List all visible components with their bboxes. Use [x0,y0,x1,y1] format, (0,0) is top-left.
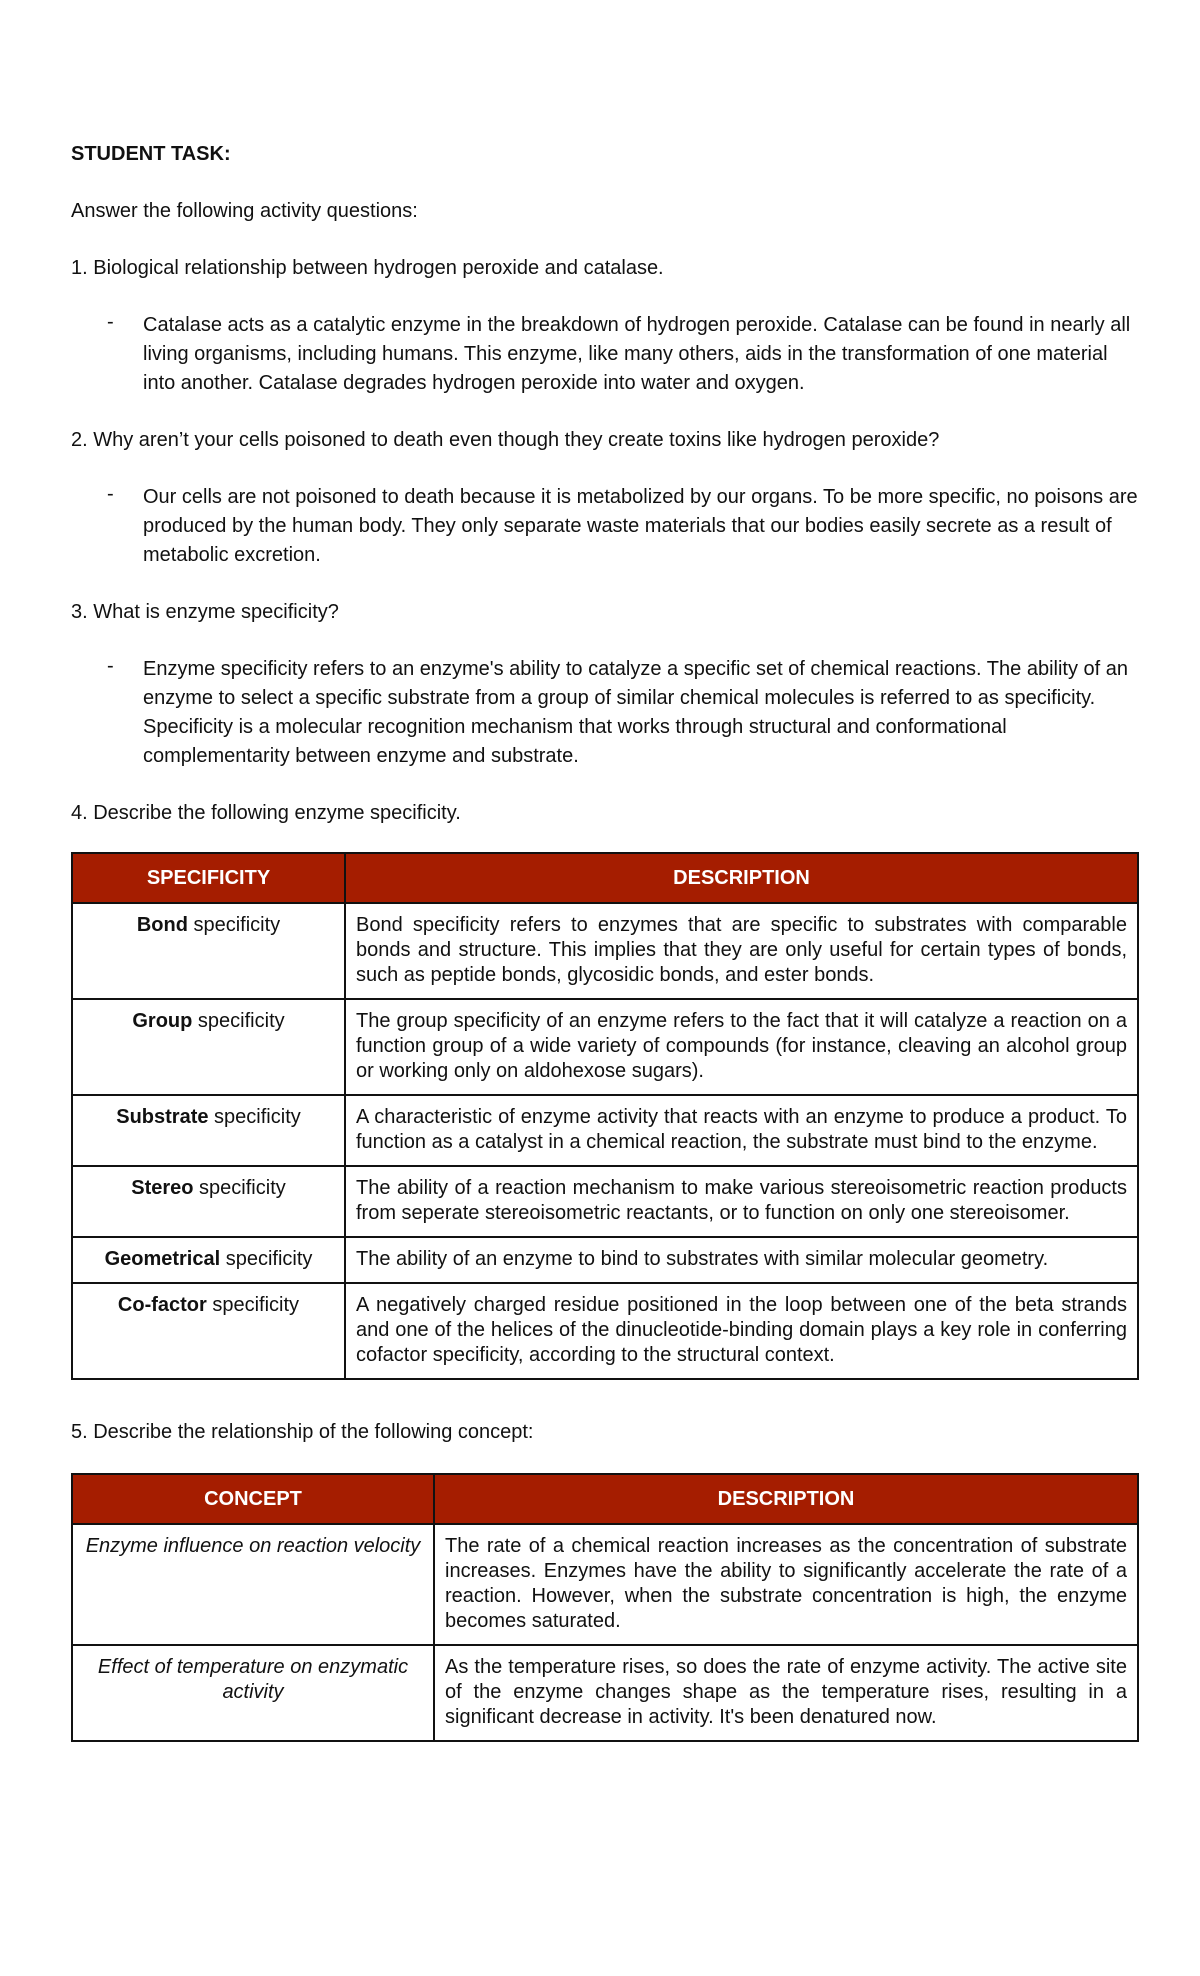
question-2: 2. Why aren’t your cells poisoned to death even though they create toxins like hydrogen peroxide? [71,429,940,451]
answer-2 [71,483,1139,570]
specificity-name [72,1095,345,1166]
heading: STUDENT TASK: [71,143,231,165]
table-row [72,1524,1138,1645]
specificity-suffix: specificity [220,1248,313,1270]
table-row [72,903,1138,999]
specificity-name [72,1166,345,1237]
question-1: 1. Biological relationship between hydrogen peroxide and catalase. [71,257,664,279]
concept-name: Enzyme influence on reaction velocity [72,1524,434,1645]
specificity-suffix: specificity [206,1294,300,1316]
document-page [71,140,1139,1780]
dash: - [107,655,114,677]
intro: Answer the following activity questions: [71,200,418,222]
specificity-type: Geometrical [104,1248,221,1270]
specificity-type: Bond [136,914,188,936]
question-5: 5. Describe the relationship of the following concept: [71,1421,534,1443]
specificity-suffix: specificity [193,1177,286,1199]
specificity-description: The ability of an enzyme to bind to substrates with similar molecular geometry. [345,1237,1138,1283]
dash: - [107,483,114,505]
table-row [72,1237,1138,1283]
answer-3 [71,655,1139,771]
column-header: SPECIFICITY [72,853,345,903]
concept-description: As the temperature rises, so does the rate of enzyme activity. The active site of the enzyme changes shape as the temperature rises, resulting in a significant decrease in activity. It's been denatured now. [434,1645,1138,1741]
table-row [72,1095,1138,1166]
concept-name: Effect of temperature on enzymatic activity [72,1645,434,1741]
specificity-name [72,1283,345,1379]
answer-text: Enzyme specificity refers to an enzyme's ability to catalyze a specific set of chemical reactions. The ability of an enzyme to select a specific substrate from a group of similar chemical molecules is referred to as specificity. Specificity is a molecular recognition mechanism that works through structural and conformational complementarity between enzyme and substrate. [143,658,1128,767]
question-3: 3. What is enzyme specificity? [71,601,339,623]
specificity-type: Co-factor [117,1294,207,1316]
dash: - [107,311,114,333]
concept-table [71,1473,1139,1742]
specificity-suffix: specificity [192,1010,285,1032]
question-4: 4. Describe the following enzyme specificity. [71,802,461,824]
answer-1 [71,311,1139,398]
specificity-name [72,999,345,1095]
specificity-name [72,1237,345,1283]
column-header: DESCRIPTION [434,1474,1138,1524]
specificity-suffix: specificity [208,1106,301,1128]
table-row [72,1283,1138,1379]
specificity-description: A negatively charged residue positioned in the loop between one of the beta strands and one of the helices of the dinucleotide-binding domain plays a key role in conferring cofactor specificity, according to the structural context. [345,1283,1138,1379]
specificity-description: Bond specificity refers to enzymes that are specific to substrates with comparable bonds and structure. This implies that they are only useful for certain types of bonds, such as peptide bonds, glycosidic bonds, and ester bonds. [345,903,1138,999]
column-header: DESCRIPTION [345,853,1138,903]
specificity-name [72,903,345,999]
specificity-suffix: specificity [187,914,281,936]
table-row [72,1645,1138,1741]
specificity-table [71,852,1139,1380]
specificity-description: A characteristic of enzyme activity that reacts with an enzyme to produce a product. To function as a catalyst in a chemical reaction, the substrate must bind to the enzyme. [345,1095,1138,1166]
concept-description: The rate of a chemical reaction increases as the concentration of substrate increases. Enzymes have the ability to significantly accelerate the rate of a reaction. However, when the substrate concentration is high, the enzyme becomes saturated. [434,1524,1138,1645]
table-row [72,1166,1138,1237]
answer-text: Catalase acts as a catalytic enzyme in the breakdown of hydrogen peroxide. Catalase can be found in nearly all living organisms, including humans. This enzyme, like many others, aids in the transformation of one material into another. Catalase degrades hydrogen peroxide into water and oxygen. [143,314,1131,394]
column-header: CONCEPT [72,1474,434,1524]
specificity-type: Stereo [131,1177,194,1199]
specificity-description: The ability of a reaction mechanism to make various stereoisometric reaction products from seperate stereoisometric reactants, or to function on only one stereoisomer. [345,1166,1138,1237]
table-row [72,999,1138,1095]
specificity-type: Group [132,1010,193,1032]
specificity-description: The group specificity of an enzyme refers to the fact that it will catalyze a reaction on a function group of a wide variety of compounds (for instance, cleaving an alcohol group or working only on aldohexose sugars). [345,999,1138,1095]
answer-text: Our cells are not poisoned to death because it is metabolized by our organs. To be more specific, no poisons are produced by the human body. They only separate waste materials that our bodies easily secrete as a result of metabolic excretion. [143,486,1138,566]
specificity-type: Substrate [116,1106,209,1128]
